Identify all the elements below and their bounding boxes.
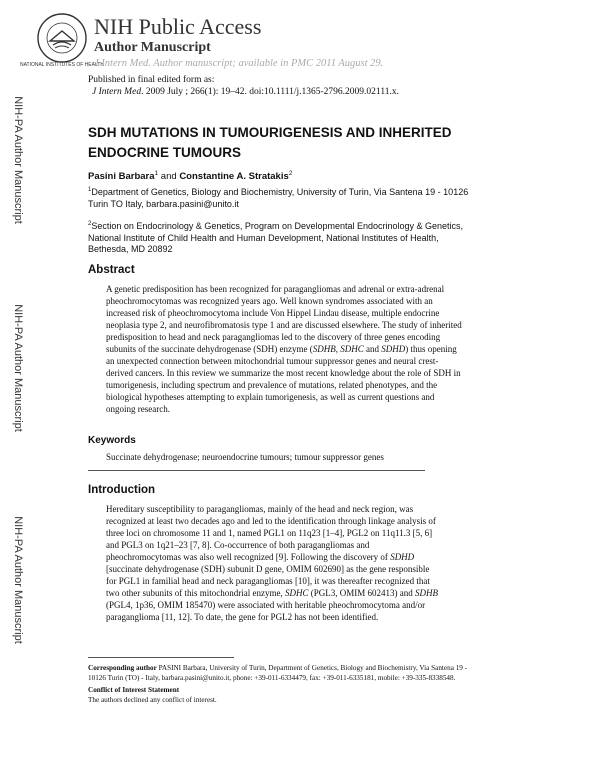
- keywords-heading: Keywords: [88, 435, 136, 446]
- keywords-text: Succinate dehydrogenase; neuroendocrine tumours; tumour suppressor genes: [106, 452, 384, 462]
- journal-abbr: J Intern Med: [94, 58, 149, 69]
- sidebar-label-3: NIH-PA Author Manuscript: [12, 516, 24, 644]
- svg-text:NATIONAL INSTITUTES OF HEALTH: NATIONAL INSTITUTES OF HEALTH: [19, 62, 105, 68]
- abstract-heading: Abstract: [88, 264, 135, 276]
- header-subtitle: Author Manuscript: [94, 40, 211, 55]
- availability-line: [94, 58, 383, 69]
- introduction-heading: Introduction: [88, 484, 156, 496]
- publication-info: [88, 74, 399, 98]
- published-label: Published in final edited form as:: [88, 75, 215, 85]
- corresponding-author-note: Corresponding author PASINI Barbara, University of Turin, Department of Genetics, Biology and Biochemistry, Via Santena 19 - 10126 Turin (TO) - Italy, barbara.pasini@unito.it, phone: +39-011-6334479, fax: +39-011-6335181, mobile: +39-335-8338548.: [88, 664, 468, 682]
- header-title: NIH Public Access: [94, 14, 262, 39]
- section-divider: [88, 470, 425, 471]
- availability-text: . Author manuscript; available in PMC 2011 August 29.: [148, 58, 384, 69]
- footnote-divider: [88, 657, 234, 658]
- article-title: SDH MUTATIONS IN TUMOURIGENESIS AND INHERITED ENDOCRINE TUMOURS: [88, 125, 452, 160]
- author-2: Constantine A. Stratakis: [179, 171, 289, 183]
- pub-journal: J Intern Med: [92, 87, 142, 97]
- sidebar-label-2: NIH-PA Author Manuscript: [12, 304, 24, 432]
- nih-logo: [19, 11, 105, 69]
- author-list: Pasini Barbara$^1$ and Constantine A. Stratakis$^2$: [88, 170, 293, 183]
- introduction-text: Hereditary susceptibility to paragangliomas, mainly of the head and neck region, was recognized at least two decades ago and led to the identification through linkage analysis of three loci on chromosome 11 and 1, named PGL1 on 11q23 [1–4], PGL2 on 11q11.3 [5, 6] and PGL3 on 1q21–23 [7, 8]. Co-occurrence of both paragangliomas and pheochromocytomas was also well recognized [9]. Following the discovery of SDHD [succinate dehydrogenase (SDH) subunit D gene, OMIM 602690] as the gene responsible for PGL1 in familial head and neck paragangliomas [10], it was thereafter recognized that two other subunits of this mitochondrial enzyme, SDHC (PGL3, OMIM 602413) and SDHB (PGL4, 1p36, OMIM 185470) were associated with heritable pheochromocytoma and/or paraganglioma [11, 12]. To date, the gene for PGL2 has not been identified.: [106, 504, 438, 622]
- abstract-text: A genetic predisposition has been recognized for paragangliomas and adrenal or extra-adrenal pheochromocytomas was recognized years ago. Well known syndromes associated with an increased risk of pheochromocytoma include Von Hippel Lindau disease, multiple endocrine neoplasia type 2, and neurofibromatosis type 1 and are discussed elsewhere. The study of inherited predisposition to head and neck paragangliomas led to the discovery of three genes encoding subunits of the succinate dehydrogenase (SDH) enzyme (SDHB, SDHC and SDHD) thus opening an unexpected connection between mitochondrial tumour suppressor genes and neural crest- derived cancers. In this review we summarize the most recent knowledge about the role of SDH in tumorigenesis, including spectrum and prevalence of mutations, related phenotypes, and the biological hypotheses attempting to explain tumorigenesis, as well as current questions and ongoing research.: [106, 284, 462, 414]
- pub-citation: . 2009 July ; 266(1): 19–42. doi:10.1111/j.1365-2796.2009.02111.x.: [141, 87, 399, 97]
- sidebar-label-1: NIH-PA Author Manuscript: [12, 96, 24, 224]
- conflict-of-interest-note: Conflict of Interest Statement The authors declined any conflict of interest.: [88, 686, 217, 704]
- affiliation-1: $^1$Department of Genetics, Biology and Biochemistry, University of Turin, Via Santena 19 - 10126 Turin TO Italy, barbara.pasini@unito.it: [88, 187, 469, 209]
- author-1: Pasini Barbara: [88, 171, 155, 183]
- affiliation-2: $^2$Section on Endocrinology & Genetics, Program on Developmental Endocrinology & Genetics, National Institute of Child Health and Human Development, National Institutes of Health, Bethesda, MD 20892: [88, 221, 464, 254]
